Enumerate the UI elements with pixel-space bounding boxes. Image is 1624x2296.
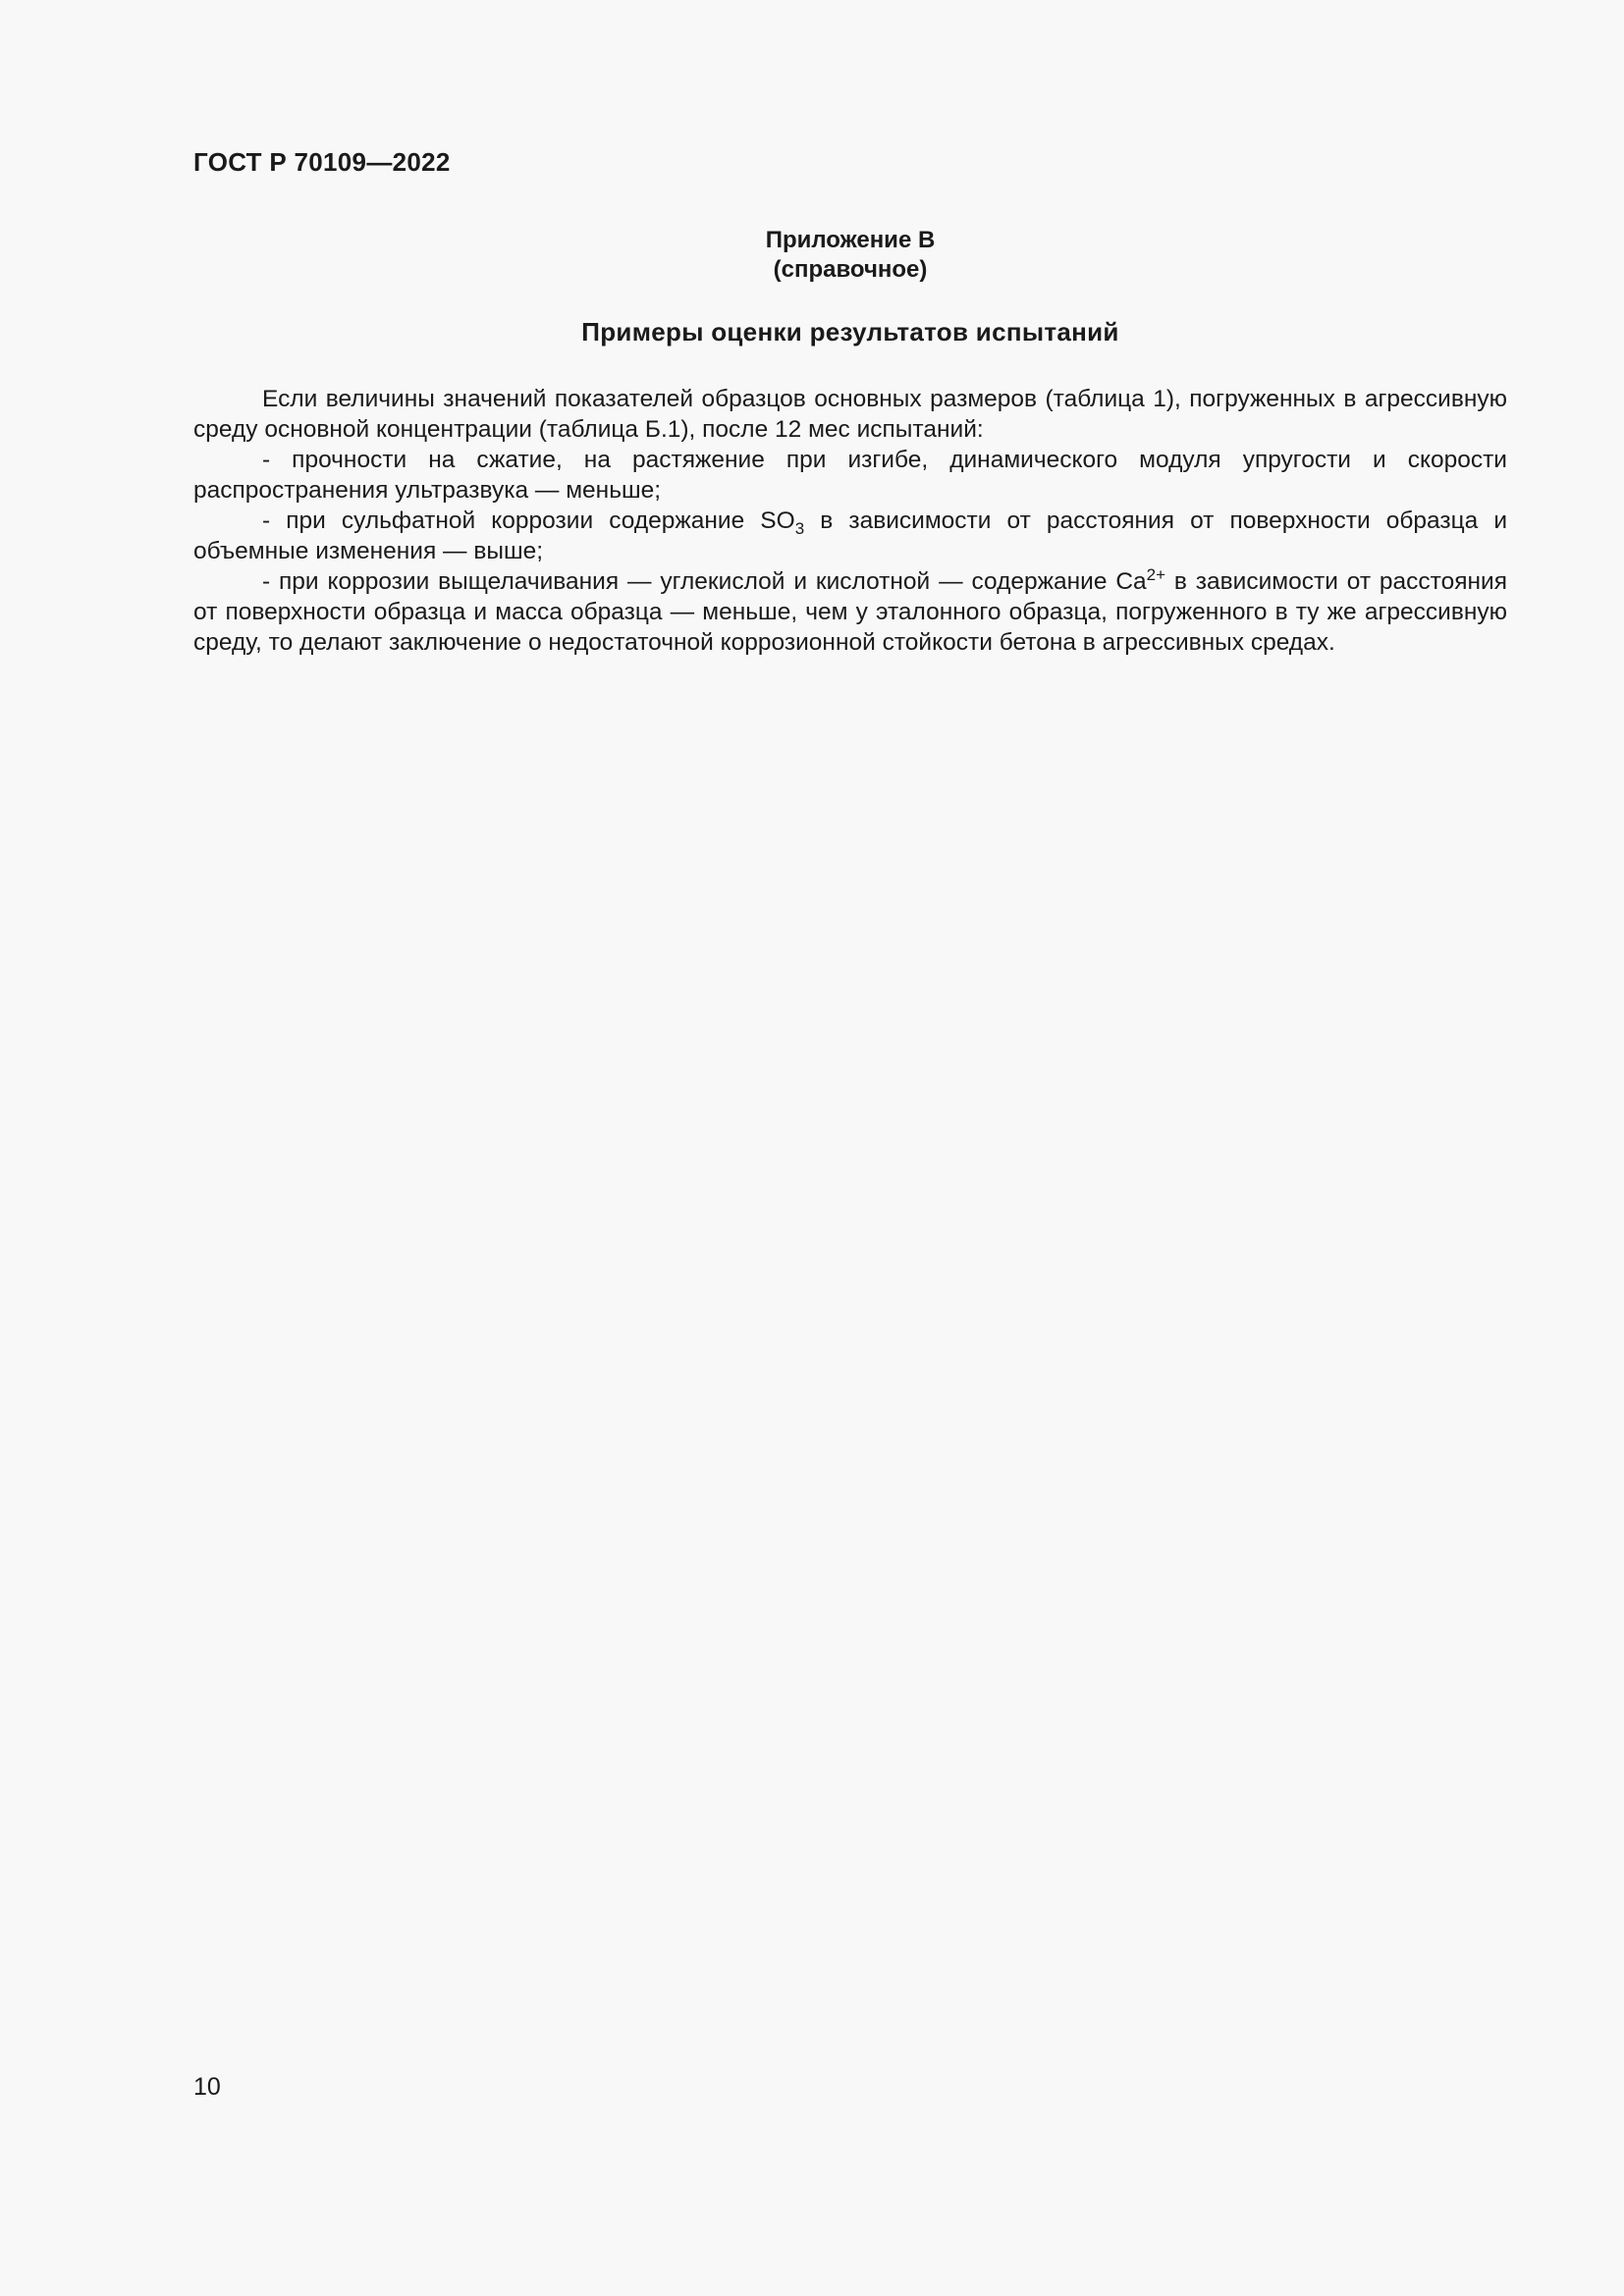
paragraph-leaching [193,566,1507,658]
section-title: Примеры оценки результатов испытаний [581,317,1119,347]
document-code: ГОСТ Р 70109—2022 [193,147,451,177]
appendix-heading [193,226,1507,285]
paragraph-sulfate [193,506,1507,566]
page-number: 10 [193,2073,221,2101]
paragraph-intro: Если величины значений показателей образцов основных размеров (таблица 1), погруженных в агрессивную среду основной концентрации (таблица Б.1), после 12 мес испытаний: [193,386,1507,443]
sulfate-text-start: - при сульфатной коррозии содержание SO [262,507,795,534]
paragraph-strength: - прочности на сжатие, на растяжение при изгибе, динамического модуля упругости и скорости распространения ультразвука — меньше; [193,447,1507,504]
leaching-superscript: 2+ [1146,565,1166,584]
sulfate-text-end: в зависимости от расстояния от поверхности образца и объемные изменения — выше; [193,507,1508,564]
leaching-text-start: - при коррозии выщелачивания — углекислой и кислотной — содержание Ca [262,568,1147,595]
appendix-kind: (справочное) [773,256,928,283]
body-text [193,384,1507,658]
sulfate-subscript: 3 [794,519,805,538]
appendix-title: Приложение В [765,227,936,253]
leaching-text-end: в зависимости от расстояния от поверхности образца и масса образца — меньше, чем у эталонного образца, погруженного в ту же агрессивную среду, то делают заключение о недостаточной коррозионной стойкости бетона в агрессивных средах. [193,568,1507,656]
